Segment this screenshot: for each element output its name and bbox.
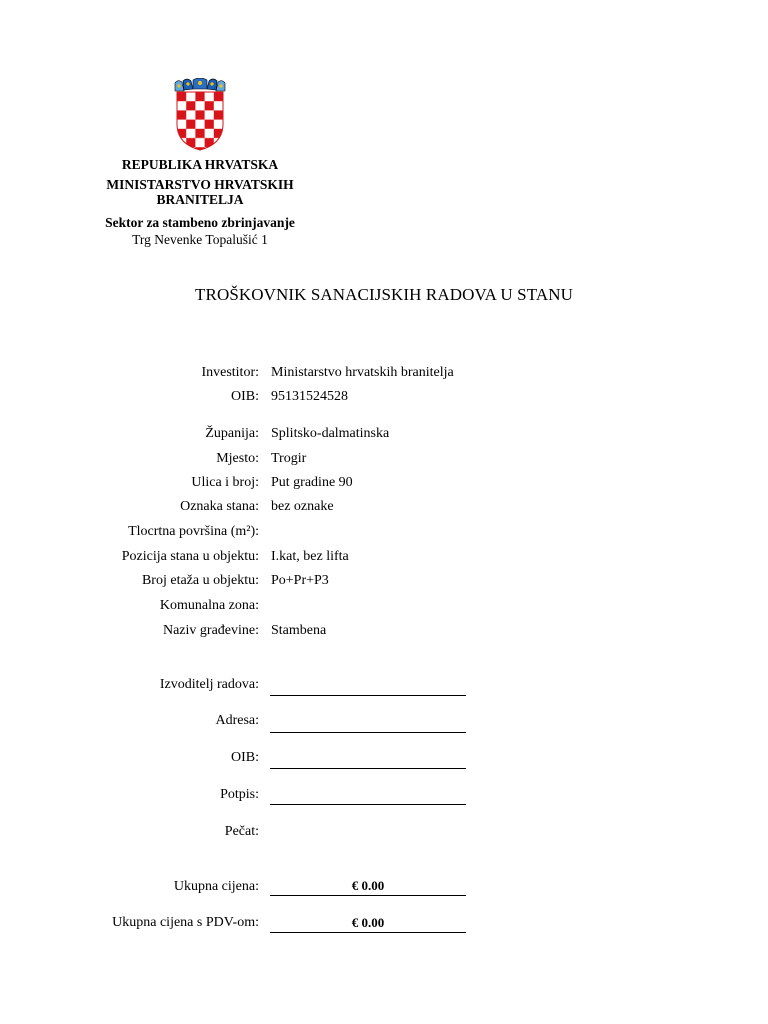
potpis-field[interactable]: [270, 786, 466, 805]
label-zupanija: Županija:: [205, 426, 259, 441]
header-republic: REPUBLIKA HRVATSKA: [121, 157, 279, 172]
info-row-ulica: [0, 473, 768, 493]
info-row-oib: [0, 387, 768, 407]
contractor-row-pecat: [0, 822, 768, 842]
label-total-vat: Ukupna cijena s PDV-om:: [112, 915, 259, 930]
header-ministry: MINISTARSTVO HRVATSKIH: [106, 176, 294, 192]
info-row-zupanija: [0, 424, 768, 444]
value-gradevina: Stambena: [271, 623, 327, 638]
label-adresa: Adresa:: [215, 713, 259, 728]
label-ulica: Ulica i broj:: [191, 475, 259, 490]
header-sector: Sektor za stambeno zbrinjavanje: [105, 214, 295, 230]
info-row-oznaka: [0, 497, 768, 517]
label-potpis: Potpis:: [220, 787, 259, 802]
adresa-field[interactable]: [270, 714, 466, 733]
total-field: [270, 877, 466, 896]
croatian-coat-of-arms-icon: [172, 78, 228, 152]
document-title: TROŠKOVNIK SANACIJSKIH RADOVA U STANU: [195, 285, 573, 304]
label-mjesto: Mjesto:: [216, 451, 259, 466]
label-oznaka: Oznaka stana:: [180, 499, 259, 514]
header-address: Trg Nevenke Topalušić 1: [132, 231, 268, 247]
value-pozicija: I.kat, bez lifta: [271, 549, 349, 564]
value-ulica: Put gradine 90: [271, 475, 353, 490]
label-contractor-oib: OIB:: [231, 750, 259, 765]
value-investitor: Ministarstvo hrvatskih branitelja: [271, 365, 454, 380]
info-row-pozicija: [0, 547, 768, 567]
value-oib: 95131524528: [271, 389, 348, 404]
label-total: Ukupna cijena:: [173, 879, 259, 894]
label-etaze: Broj etaža u objektu:: [141, 573, 259, 588]
value-etaze: Po+Pr+P3: [271, 573, 329, 588]
label-gradevina: Naziv građevine:: [162, 623, 259, 638]
document-header: [80, 78, 320, 249]
total-amount: € 0.00: [351, 878, 385, 893]
label-izvoditelj: Izvoditelj radova:: [159, 677, 259, 692]
total-vat-field: [270, 914, 466, 933]
info-row-gradevina: [0, 621, 768, 641]
label-investitor: Investitor:: [201, 365, 259, 380]
label-oib: OIB:: [231, 389, 259, 404]
value-mjesto: Trogir: [271, 451, 307, 466]
total-vat-amount: € 0.00: [351, 915, 385, 930]
value-oznaka: bez oznake: [271, 499, 334, 514]
contractor-oib-field[interactable]: [270, 750, 466, 769]
label-pozicija: Pozicija stana u objektu:: [121, 549, 259, 564]
info-row-zona: [0, 596, 768, 616]
label-pecat: Pečat:: [224, 824, 259, 839]
info-row-investitor: [0, 363, 768, 383]
value-zupanija: Splitsko-dalmatinska: [271, 426, 390, 441]
izvoditelj-field[interactable]: [270, 677, 466, 696]
info-row-povrsina: [0, 522, 768, 542]
label-povrsina: Tlocrtna površina (m²):: [128, 524, 259, 539]
info-row-etaze: [0, 571, 768, 591]
label-zona: Komunalna zona:: [159, 598, 259, 613]
info-row-mjesto: [0, 449, 768, 469]
header-ministry-cont: BRANITELJA: [156, 192, 244, 207]
